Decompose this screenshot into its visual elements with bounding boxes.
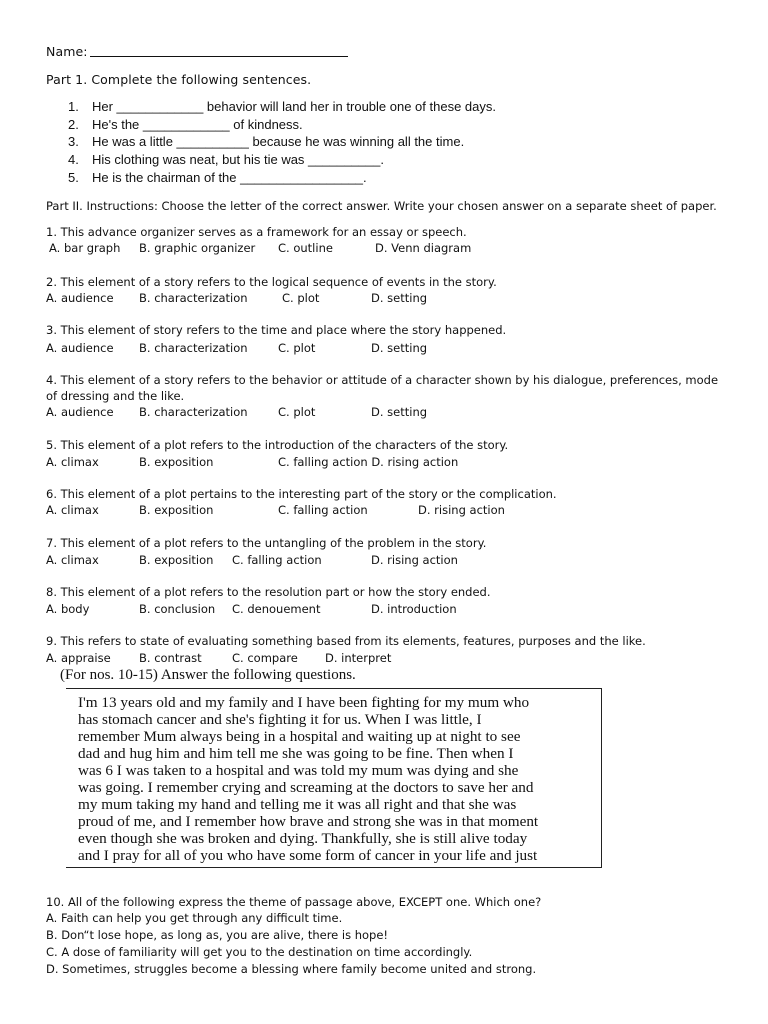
passage-line: has stomach cancer and she's fighting it for us. When I was little, I [78,711,482,728]
choice-a: A. climax [46,455,99,469]
passage-line: was going. I remember crying and screaming at the doctors to save her and [78,779,534,796]
question-text: 10. All of the following express the theme of passage above, EXCEPT one. Which one? [46,895,542,909]
passage-intro: (For nos. 10-15) Answer the following questions. [60,667,356,683]
passage-line: my mum taking my hand and telling me it was all right and that she was [78,796,517,813]
question-text: 2. This element of a story refers to the logical sequence of events in the story. [46,275,497,289]
choice-c: C. falling action D. rising action [278,455,459,469]
name-label: Name: [46,44,88,59]
part1-item-number: 5. [68,170,79,185]
question-text: 9. This refers to state of evaluating something based from its elements, features, purposes and the like. [46,634,646,648]
choice-c: C. plot [282,291,320,305]
choice-d: D. Sometimes, struggles become a blessing where family become united and strong. [46,962,537,976]
choice-c: C. plot [278,341,316,355]
choice-c: C. falling action [278,503,368,517]
choice-a: A. climax [46,553,99,567]
choice-c: C. outline [278,241,333,255]
choice-d: D. setting [371,405,428,419]
choice-b: B. exposition [139,455,214,469]
part1-item-number: 3. [68,134,79,149]
choice-d: D. setting [371,341,428,355]
choice-a: A. audience [46,405,114,419]
choice-d: D. Venn diagram [375,241,472,255]
passage-line: proud of me, and I remember how brave and strong she was in that moment [78,813,539,830]
passage-line: dad and hug him and him tell me she was going to be fine. Then when I [78,745,514,762]
question-text: 6. This element of a plot pertains to the interesting part of the story or the complication. [46,487,557,501]
question-text-continued: of dressing and the like. [46,389,185,403]
choice-c: C. plot [278,405,316,419]
passage-line: even though she was broken and dying. Thankfully, she is still alive today [78,830,528,847]
question-text: 1. This advance organizer serves as a framework for an essay or speech. [46,225,467,239]
part1-item-number: 4. [68,152,79,167]
choice-b: B. graphic organizer [139,241,256,255]
question-text: 5. This element of a plot refers to the introduction of the characters of the story. [46,438,509,452]
choice-b: B. characterization [139,341,248,355]
name-blank-line[interactable] [90,56,348,57]
choice-b: B. conclusion [139,602,216,616]
choice-a: A. body [46,602,90,616]
choice-c: C. denouement [232,602,321,616]
choice-c: C. A dose of familiarity will get you to the destination on time accordingly. [46,945,473,959]
choice-d: D. setting [371,291,428,305]
choice-c: C. compare [232,651,298,665]
choice-d: D. introduction [371,602,457,616]
part1-item-number: 1. [68,99,79,114]
choice-a: A. bar graph [49,241,121,255]
part1-item-text: Her ____________ behavior will land her in trouble one of these days. [92,99,496,114]
choice-d: D. rising action [418,503,505,517]
question-text: 7. This element of a plot refers to the untangling of the problem in the story. [46,536,487,550]
choice-a: A. audience [46,291,114,305]
choice-b: B. characterization [139,405,248,419]
choice-a: A. climax [46,503,99,517]
passage-line: and I pray for all of you who have some form of cancer in your life and just [78,847,538,864]
choice-c: C. falling action [232,553,322,567]
passage-line: was 6 I was taken to a hospital and was told my mum was dying and she [78,762,519,779]
choice-b: B. Don“t lose hope, as long as, you are alive, there is hope! [46,928,389,942]
part2-heading: Part II. Instructions: Choose the letter of the correct answer. Write your chosen answer on a separate sheet of paper. [46,199,717,213]
choice-a: A. Faith can help you get through any difficult time. [46,911,343,925]
choice-b: B. characterization [139,291,248,305]
choice-b: B. exposition [139,553,214,567]
part1-item-number: 2. [68,117,79,132]
part1-item-text: He was a little __________ because he was winning all the time. [92,134,465,149]
question-text: 3. This element of story refers to the time and place where the story happened. [46,323,507,337]
choice-a: A. appraise [46,651,111,665]
choice-b: B. exposition [139,503,214,517]
part1-item-text: He is the chairman of the _________________. [92,170,367,185]
question-text: 8. This element of a plot refers to the resolution part or how the story ended. [46,585,491,599]
question-text: 4. This element of a story refers to the behavior or attitude of a character shown by his dialogue, preferences, mode [46,373,719,387]
choice-d: D. interpret [325,651,392,665]
choice-d: D. rising action [371,553,458,567]
passage-line: remember Mum always being in a hospital and waiting up at night to see [78,728,521,745]
part1-heading: Part 1. Complete the following sentences. [46,72,312,87]
choice-b: B. contrast [139,651,202,665]
passage-line: I'm 13 years old and my family and I have been fighting for my mum who [78,694,530,711]
choice-a: A. audience [46,341,114,355]
part1-item-text: His clothing was neat, but his tie was __________. [92,152,384,167]
part1-item-text: He's the ____________ of kindness. [92,117,303,132]
